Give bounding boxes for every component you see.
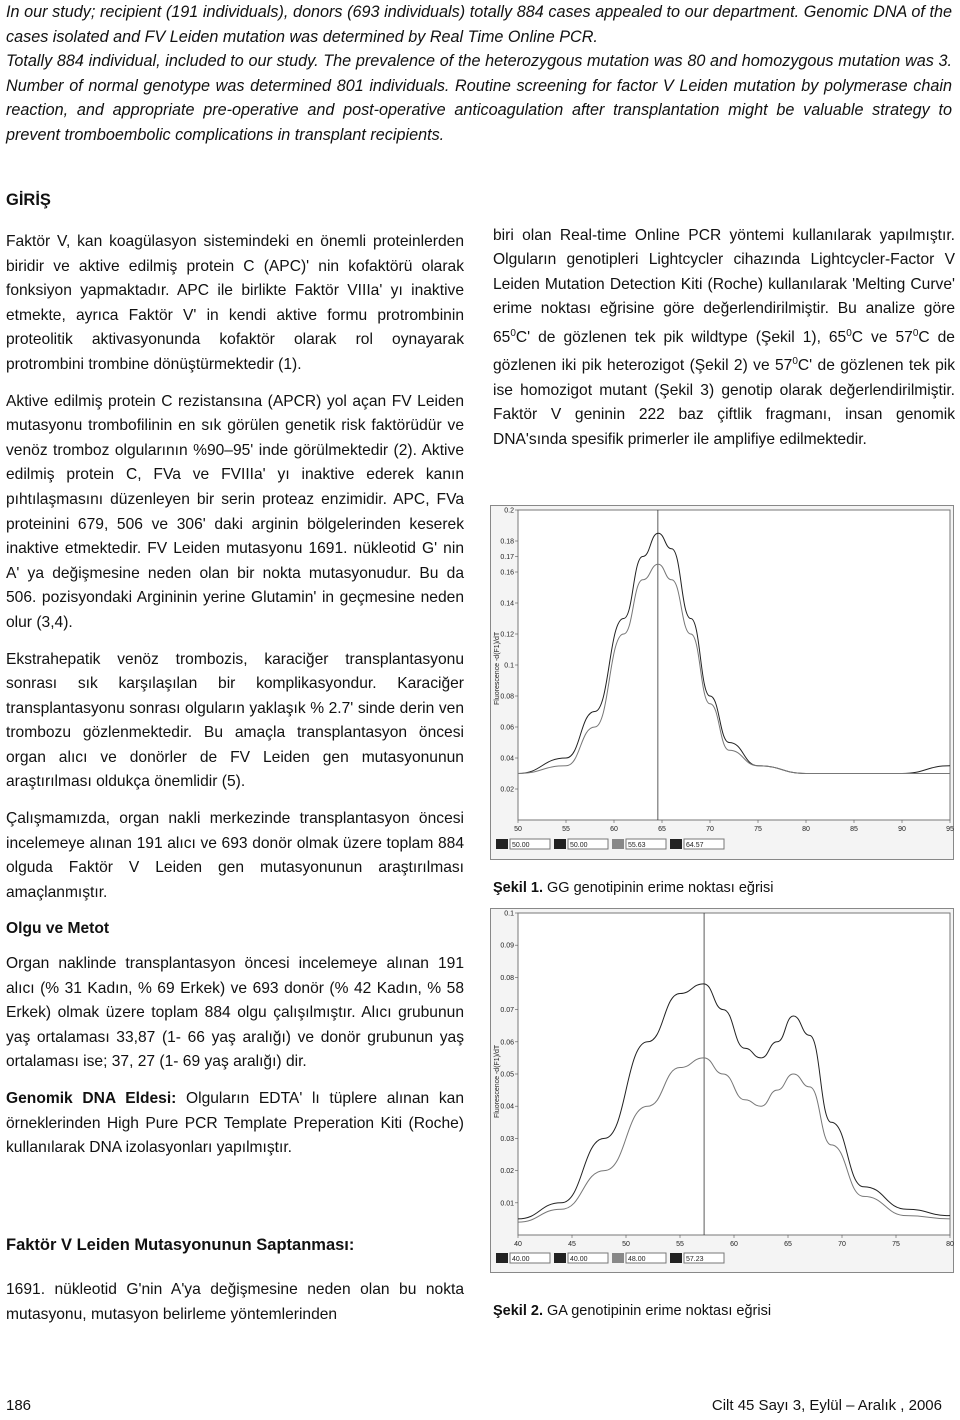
y-tick-label: 0.02 xyxy=(500,1168,514,1176)
legend-swatch xyxy=(496,839,508,849)
mutation-paragraph: 1691. nükleotid G'nin A'ya değişmesine neden olan bu nokta mutasyonu, mutasyon belirleme yöntemlerinden xyxy=(6,1281,464,1323)
legend-value: 40.00 xyxy=(512,1256,530,1263)
figure-1-caption xyxy=(493,880,773,896)
legend-value: 50.00 xyxy=(570,842,588,849)
section-heading-faktor: Faktör V Leiden Mutasyonunun Saptanması: xyxy=(6,1236,355,1254)
x-tick-label: 55 xyxy=(562,826,570,833)
methods-paragraph-1: Organ naklinde transplantasyon öncesi incelemeye alınan 191 alıcı (% 31 Kadın, % 69 Erkek) ve 693 donör (% 42 Kadın, % 58 Erkek) olmak üzere toplam 884 olgu çalışılmıştır. Alıcı grubunun yaş ortalaması 33,87 (1- 66 yaş aralığı) ve donör grubunun yaş ortalaması ise; 37, 27 (1- 69 yaş aralığı) dir. xyxy=(6,955,464,1071)
journal-info: Cilt 45 Sayı 3, Eylül – Aralık , 2006 xyxy=(711,1397,942,1414)
x-tick-label: 60 xyxy=(730,1241,738,1248)
text-run: C de gözlenen iki pik heterozigot (Şekil 2) ve 57 xyxy=(493,328,955,375)
legend-value: 64.57 xyxy=(686,842,704,849)
methods-paragraph-2 xyxy=(6,1087,464,1161)
y-tick-label: 0.06 xyxy=(500,724,514,732)
y-tick-label: 0.07 xyxy=(500,1007,514,1015)
legend-swatch xyxy=(554,1253,566,1263)
y-tick-label: 0.01 xyxy=(500,1200,514,1208)
dna-text: Olguların EDTA' lı tüplere alınan kan örneklerinden High Pure PCR Template Preperation Kiti (Roche) kullanılarak DNA izolasyonları yapılmıştır. xyxy=(6,1090,464,1157)
left-column xyxy=(6,230,464,1173)
legend-swatch xyxy=(612,1253,624,1263)
x-tick-label: 50 xyxy=(622,1241,630,1248)
page-number: 186 xyxy=(6,1397,32,1414)
legend-value: 57.23 xyxy=(686,1256,704,1263)
degree-sup: 0 xyxy=(510,327,516,339)
x-tick-label: 55 xyxy=(676,1241,684,1248)
y-tick-label: 0.06 xyxy=(500,1039,514,1047)
y-tick-label: 0.1 xyxy=(504,910,514,918)
x-tick-label: 70 xyxy=(706,826,714,833)
text-run: biri olan Real-time Online PCR yöntemi kullanılarak yapılmıştır. Olguların genotipleri Lightcycler cihazında Lightcycler-Factor V Leiden Mutation Detection Kiti (Roche) kullanılarak 'Melting Curve' erime noktası eğrisine göre değerlendirilmiştir. Bu analize göre 65 xyxy=(493,227,955,346)
x-tick-label: 40 xyxy=(514,1241,522,1248)
caption-text: GA genotipinin erime noktası eğrisi xyxy=(542,1303,772,1319)
legend-swatch xyxy=(554,839,566,849)
y-tick-label: 0.05 xyxy=(500,1071,514,1079)
abstract-paragraph-1: In our study; recipient (191 individuals), donors (693 individuals) totally 884 cases appealed to our department. Genomic DNA of the cases isolated and FV Leiden mutation was determined by Real Time Online PCR. xyxy=(6,3,952,46)
y-tick-label: 0.18 xyxy=(500,538,514,546)
figure-2-ylabel: Fluorescence -d(F1)/dT xyxy=(494,1044,501,1118)
y-tick-label: 0.04 xyxy=(500,1103,514,1111)
legend-value: 48.00 xyxy=(628,1256,646,1263)
x-tick-label: 70 xyxy=(838,1241,846,1248)
legend-value: 55.63 xyxy=(628,842,646,849)
y-tick-label: 0.16 xyxy=(500,569,514,577)
section-heading-olgu: Olgu ve Metot xyxy=(6,920,110,938)
y-tick-label: 0.1 xyxy=(504,662,514,670)
y-tick-label: 0.04 xyxy=(500,755,514,763)
text-run: C' de gözlenen tek pik wildtype (Şekil 1), 65 xyxy=(515,328,847,346)
legend-value: 40.00 xyxy=(570,1256,588,1263)
x-tick-label: 65 xyxy=(784,1241,792,1248)
figure-2-plot-area xyxy=(518,913,950,1235)
figure-1-ylabel: Fluorescence -d(F1)/dT xyxy=(494,631,501,705)
x-tick-label: 95 xyxy=(946,826,954,833)
y-tick-label: 0.14 xyxy=(500,600,514,608)
x-tick-label: 80 xyxy=(946,1241,954,1248)
caption-label: Şekil 1. xyxy=(493,880,543,896)
x-tick-label: 90 xyxy=(898,826,906,833)
x-tick-label: 80 xyxy=(802,826,810,833)
abstract-paragraph-2: Totally 884 individual, included to our study. The prevalence of the heterozygous mutation was 80 and homozygous mutation was 3. Number of normal genotype was determined 801 individuals. Routine screening for factor V Leiden mutation by polymerase chain reaction, and appropriate pre-operative and post-operative anticoagulation after transplantation might be valuable strategy to prevent tromboembolic complications in transplant recipients. xyxy=(6,52,952,144)
figure-2-caption xyxy=(493,1303,771,1319)
x-tick-label: 85 xyxy=(850,826,858,833)
degree-sup: 0 xyxy=(792,356,798,368)
caption-text: GG genotipinin erime noktası eğrisi xyxy=(542,880,774,896)
x-tick-label: 75 xyxy=(892,1241,900,1248)
intro-paragraph-4: Çalışmamızda, organ nakli merkezinde transplantasyon öncesi incelemeye alınan 191 alıcı ve 693 donör olmak üzere toplam 884 olguda Faktör V Leiden gen mutasyonunun araştırılması amaçlanmıştır. xyxy=(6,810,464,901)
y-tick-label: 0.12 xyxy=(500,631,514,639)
x-tick-label: 60 xyxy=(610,826,618,833)
y-tick-label: 0.17 xyxy=(500,554,514,561)
legend-swatch xyxy=(670,1253,682,1263)
dna-subheading: Genomik DNA Eldesi: xyxy=(6,1090,177,1107)
intro-paragraph-3: Ekstrahepatik venöz trombozis, karaciğer transplantasyonu sonrası sık karşılaşılan bir komplikasyondur. Karaciğer transplantasyonu sonrası olguların yaklaşık % 2.7' sinde derin ven trombozu gözlenmektedir. Bu amaçla transplantasyon öncesi organ alıcı ve donörler de FV Leiden gen mutasyonunun araştırılması oldukça önemlidir (5). xyxy=(6,650,464,791)
section-heading-giris: GİRİŞ xyxy=(6,191,51,209)
x-tick-label: 65 xyxy=(658,826,666,833)
y-tick-label: 0.02 xyxy=(500,786,514,794)
caption-label: Şekil 2. xyxy=(493,1303,543,1319)
x-tick-label: 50 xyxy=(514,826,522,833)
figure-1-melting-curve xyxy=(490,505,954,860)
legend-value: 50.00 xyxy=(512,842,530,849)
y-tick-label: 0.08 xyxy=(500,974,514,982)
left-column-bottom xyxy=(6,1278,464,1339)
intro-paragraph-2: Aktive edilmiş protein C rezistansına (APCR) yol açan FV Leiden mutasyonu trombofilinin en sık görülen genetik risk faktörüdür ve venöz tromboz olgularının %90–95' inde görülmektedir (2). Aktive edilmiş protein C, FVa ve FVIIIa' yı inaktive ederek kanın pıhtılaşmasını düzenleyen bir serin proteaz enzimidir. APC, FVa proteinini 679, 506 ve 306' daki arginin bölgelerinden keserek inaktive etmektedir. FV Leiden mutasyonu 1691. nükleotid G' nin A' ya değişmesine neden olan bir nokta mutasyonudur. Bu da 506. pozisyondaki Argininin yerine Glutamin' in geçmesine neden olur (3,4). xyxy=(6,392,464,631)
figure-2-melting-curve xyxy=(490,908,954,1273)
intro-paragraph-1: Faktör V, kan koagülasyon sistemindeki en önemli proteinlerden biridir ve aktive edilmiş protein C (APC)' nin kofaktörü olarak fonksiyon yapmaktadır. APC ile birlikte Faktör VIIIa' yı inaktive etmekte, ayrıca Faktör V' in kendi aktive formu protrombinin proteolitik aktivasyonunda kofaktör olarak rol oynayarak protrombini trombine dönüştürmektedir (1). xyxy=(6,233,464,373)
legend-swatch xyxy=(612,839,624,849)
y-tick-label: 0.08 xyxy=(500,693,514,701)
x-tick-label: 75 xyxy=(754,826,762,833)
legend-swatch xyxy=(496,1253,508,1263)
text-run: C' de gözlenen tek pik ise homozigot mutant (Şekil 3) genotip olarak değerlendirilmiştir. Faktör V geninin 222 baz çiftlik fragmanı, insan genomik DNA'sında spesifik primerler ile amplifiye edilmektedir. xyxy=(493,357,956,448)
degree-sup: 0 xyxy=(846,327,852,339)
english-abstract xyxy=(6,0,952,147)
x-tick-label: 45 xyxy=(568,1241,576,1248)
y-tick-label: 0.09 xyxy=(500,942,514,950)
right-paragraph xyxy=(493,224,955,452)
text-run: C ve 57 xyxy=(851,328,913,346)
degree-sup: 0 xyxy=(912,327,919,339)
legend-swatch xyxy=(670,839,682,849)
y-tick-label: 0.03 xyxy=(500,1135,514,1143)
y-tick-label: 0.2 xyxy=(504,507,514,515)
right-column xyxy=(493,224,955,452)
